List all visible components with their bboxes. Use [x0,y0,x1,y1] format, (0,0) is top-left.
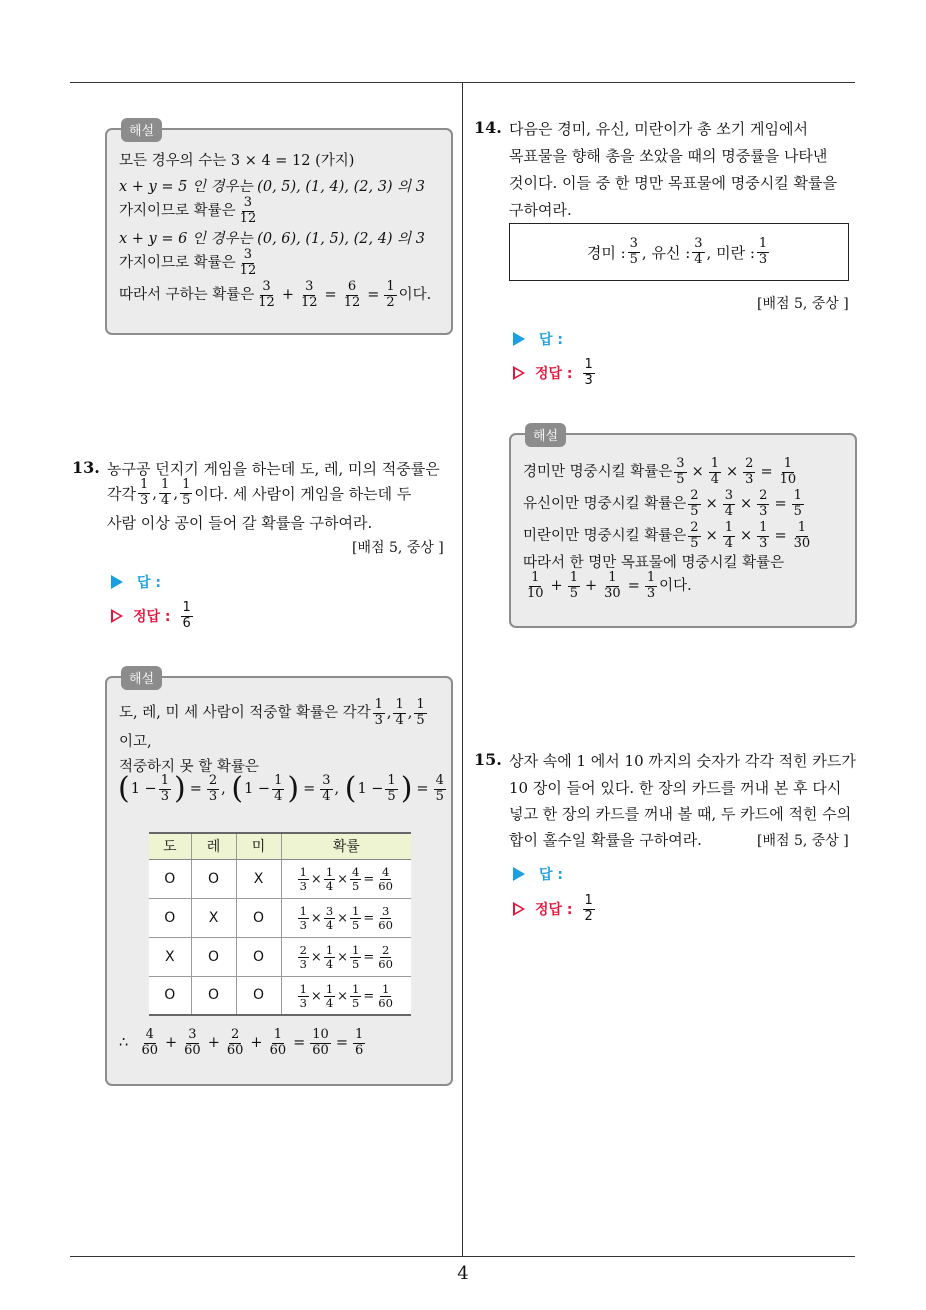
table-cell: O [149,898,191,937]
table-row [149,976,411,1015]
table-header: 도 [149,833,191,859]
fraction: $\frac{1}{4}$ [395,697,404,728]
fraction: $\frac{3}{12}$ [300,279,318,310]
solution-text: 도, 레, 미 세 사람이 적중할 확률은 각각 [119,705,371,722]
table-cell: O [236,937,281,976]
solution-text: 이다. [659,578,692,595]
solution-tag: 해설 [525,423,566,447]
question-text: 다음은 경미, 유신, 미란이가 총 쏘기 게임에서 [509,120,808,138]
question-text: 목표물을 향해 총을 쏘았을 때의 명중률을 나타낸 [509,147,828,165]
solution-tag: 해설 [121,666,162,690]
fraction: $\frac{1}{5}$ [352,903,360,932]
solution-line: 유신이만 명중시킬 확률은 $\frac{2}{5}$ × $\frac{3}{4}$ × $\frac{2}{3}$ = $\frac{1}{5}$ [523,488,802,519]
fraction: $\frac{1}{3}$ [299,981,307,1010]
fraction: $\frac{1}{5}$ [352,981,360,1010]
page-number: 4 [457,1263,469,1284]
solution-line: x + y = 5 인 경우는 (0, 5), (1, 4), (2, 3) 의 3 [119,179,426,195]
solution-line: ( 1 − $\frac{1}{3}$ ) = $\frac{2}{3}$ , ( 1 − $\frac{1}{4}$ ) = $\frac{3}{4}$ , ( 1 − $\frac{1}{5}$ ) = $\frac{4}{5}$ [118,771,444,807]
solution-text: 이다. [398,287,432,304]
answer-label: 답 : [539,332,563,348]
fraction-result: $\frac{1}{60}$ [378,981,393,1010]
fraction-result: $\frac{2}{60}$ [378,942,393,971]
question-text: 사람 이상 공이 들어 갈 확률을 구하여라. [107,514,373,532]
solution-box-13 [105,672,453,1086]
fraction: $\frac{1}{4}$ [325,942,334,971]
score-difficulty: [배점 5, 중상 ] [757,833,849,849]
table-cell: O [149,859,191,898]
fraction: $\frac{6}{12}$ [343,279,361,310]
table-header: 미 [236,833,281,859]
correct-answer-label: 정답 : [133,609,171,626]
table-cell: O [236,898,281,937]
question-number-13: 13. [72,458,100,477]
fraction: $\frac{1}{4}$ [161,477,170,508]
table-row [149,898,411,937]
correct-answer-fraction: $\frac{1}{6}$ [182,600,191,631]
table-cell: X [191,898,236,937]
question-number-14: 14. [474,118,502,137]
column-divider [462,83,463,1257]
outline-triangle-icon [513,902,525,916]
fraction: $\frac{1}{5}$ [182,477,191,508]
solution-text: 가지이므로 확률은 [119,255,236,272]
solution-line: 경미만 명중시킬 확률은 $\frac{3}{5}$ × $\frac{1}{4}$ × $\frac{2}{3}$ = $\frac{1}{10}$ [523,456,797,487]
question-text-part: 이다. 세 사람이 게임을 하는데 두 [194,484,412,503]
solution-line: 미란이만 명중시킬 확률은 $\frac{2}{5}$ × $\frac{1}{4}$ × $\frac{1}{3}$ = $\frac{1}{30}$ [523,520,811,551]
fraction: $\frac{1}{4}$ [325,864,334,893]
table-cell: O [191,937,236,976]
fraction: $\frac{3}{12}$ [239,195,257,226]
filled-triangle-icon [513,332,525,346]
solution-text: 유신이만 명중시킬 확률은 [523,496,687,513]
correct-answer-label: 정답 : [535,902,573,919]
score-difficulty: [배점 5, 중상 ] [757,296,849,312]
table-cell: O [191,976,236,1015]
fraction: $\frac{1}{5}$ [416,697,425,728]
solution-line: 따라서 한 명만 목표물에 명중시킬 확률은 [523,555,785,571]
fraction: $\frac{1}{3}$ [299,903,307,932]
fraction: $\frac{3}{12}$ [239,247,257,278]
question-text: 10 장이 들어 있다. 한 장의 카드를 꺼내 본 후 다시 [509,779,842,797]
solution-line: 따라서 구하는 확률은 $\frac{3}{12}$ + $\frac{3}{12}$ = $\frac{6}{12}$ = $\frac{1}{2}$ 이다. [119,279,432,310]
question-text: 농구공 던지기 게임을 하는데 도, 레, 미의 적중률은 [107,460,440,478]
question-text-part: 각각 [107,484,136,503]
solution-line: 이고, [119,734,152,750]
fraction: $\frac{1}{3}$ [139,477,149,508]
answer-label: 답 : [137,575,161,591]
fraction: $\frac{1}{3}$ [374,697,383,728]
solution-text: 가지이므로 확률은 [119,203,236,220]
answer-row [111,572,161,592]
table-cell: X [236,859,281,898]
answer-row [513,329,563,349]
table-row [149,859,411,898]
solution-text: 미란이만 명중시킬 확률은 [523,528,687,545]
solution-line [119,248,260,279]
question-number-15: 15. [474,750,502,769]
table-cell-probability: $\frac{2}{3}$ × $\frac{1}{4}$ × $\frac{1}{5}$ = $\frac{2}{60}$ [281,937,411,976]
probability-table [149,832,411,1016]
table-cell-probability: $\frac{1}{3}$ × $\frac{3}{4}$ × $\frac{1}{5}$ = $\frac{3}{60}$ [281,898,411,937]
correct-answer-label: 정답 : [535,366,573,383]
outline-triangle-icon [513,366,525,380]
table-cell-probability: $\frac{1}{3}$ × $\frac{1}{4}$ × $\frac{1}{5}$ = $\frac{1}{60}$ [281,976,411,1015]
table-row [149,937,411,976]
fraction-result: $\frac{3}{60}$ [378,903,393,932]
table-cell: X [149,937,191,976]
solution-line: 도, 레, 미 세 사람이 적중할 확률은 각각 $\frac{1}{3}$ , $\frac{1}{4}$ , $\frac{1}{5}$ [119,697,425,728]
fraction: $\frac{1}{4}$ [325,981,334,1010]
table-header: 레 [191,833,236,859]
given-text: , 미란 : [706,243,755,262]
correct-answer-fraction: $\frac{1}{3}$ [584,357,593,388]
solution-line: 적중하지 못 할 확률은 [119,759,259,775]
therefore-symbol: ∴ [119,1035,129,1052]
fraction: $\frac{4}{5}$ [352,864,360,893]
table-cell-probability: $\frac{1}{3}$ × $\frac{1}{4}$ × $\frac{4}{5}$ = $\frac{4}{60}$ [281,859,411,898]
fraction: $\frac{1}{5}$ [352,942,360,971]
question-text: 것이다. 이들 중 한 명만 목표물에 명중시킬 확률을 [509,174,837,192]
solution-line: $\frac{1}{10}$ + $\frac{1}{5}$ + $\frac{1}{30}$ = $\frac{1}{3}$ 이다. [527,570,692,601]
solution-tag: 해설 [121,118,162,142]
score-difficulty: [배점 5, 중상 ] [352,540,444,556]
given-text: 경미 : [586,243,626,262]
filled-triangle-icon [111,575,123,589]
question-text: 넣고 한 장의 카드를 꺼내 볼 때, 두 카드에 적힌 수의 [509,805,852,823]
fraction: $\frac{1}{2}$ [386,279,395,310]
solution-line: ∴ $\frac{4}{60}$ + $\frac{3}{60}$ + $\frac{2}{60}$ + $\frac{1}{60}$ = $\frac{10}{60}$ = $\frac{1}{6}$ [119,1027,364,1058]
table-cell: O [191,859,236,898]
fraction: $\frac{3}{4}$ [325,903,334,932]
correct-answer-row [513,358,597,389]
table-header: 확률 [281,833,411,859]
solution-text: 경미만 명중시킬 확률은 [523,464,673,481]
question-text: 상자 속에 1 에서 10 까지의 숫자가 각각 적힌 카드가 [509,752,856,770]
fraction: $\frac{3}{12}$ [258,279,275,310]
given-box: 경미 : $\frac{3}{5}$ , 유신 : $\frac{3}{4}$ , 미란 : $\frac{1}{3}$ [509,223,849,281]
solution-line: 모든 경우의 수는 3 × 4 = 12 (가지) [119,153,355,169]
correct-answer-fraction: $\frac{1}{2}$ [584,893,593,924]
fraction: $\frac{1}{3}$ [299,864,307,893]
table-cell: O [236,976,281,1015]
correct-answer-row [111,601,195,632]
question-text: 합이 홀수일 확률을 구하여라. [509,831,702,849]
fraction-result: $\frac{4}{60}$ [378,864,393,893]
fraction: $\frac{2}{3}$ [299,942,307,971]
filled-triangle-icon [513,867,525,881]
solution-line: x + y = 6 인 경우는 (0, 6), (1, 5), (2, 4) 의 3 [119,231,426,247]
answer-row [513,864,563,884]
solution-line [119,196,260,227]
answer-label: 답 : [539,867,563,883]
solution-box-12 [105,124,453,335]
solution-text: 따라서 구하는 확률은 [119,287,255,304]
solution-box-14 [509,429,857,628]
question-text: 구하여라. [509,201,572,219]
given-text: , 유신 : [641,243,691,262]
question-text: 각각 $\frac{1}{3}$ , $\frac{1}{4}$ , $\frac{1}{5}$ 이다. 세 사람이 게임을 하는데 두 [107,477,412,508]
table-cell: O [149,976,191,1015]
correct-answer-row [513,894,597,925]
outline-triangle-icon [111,609,123,623]
